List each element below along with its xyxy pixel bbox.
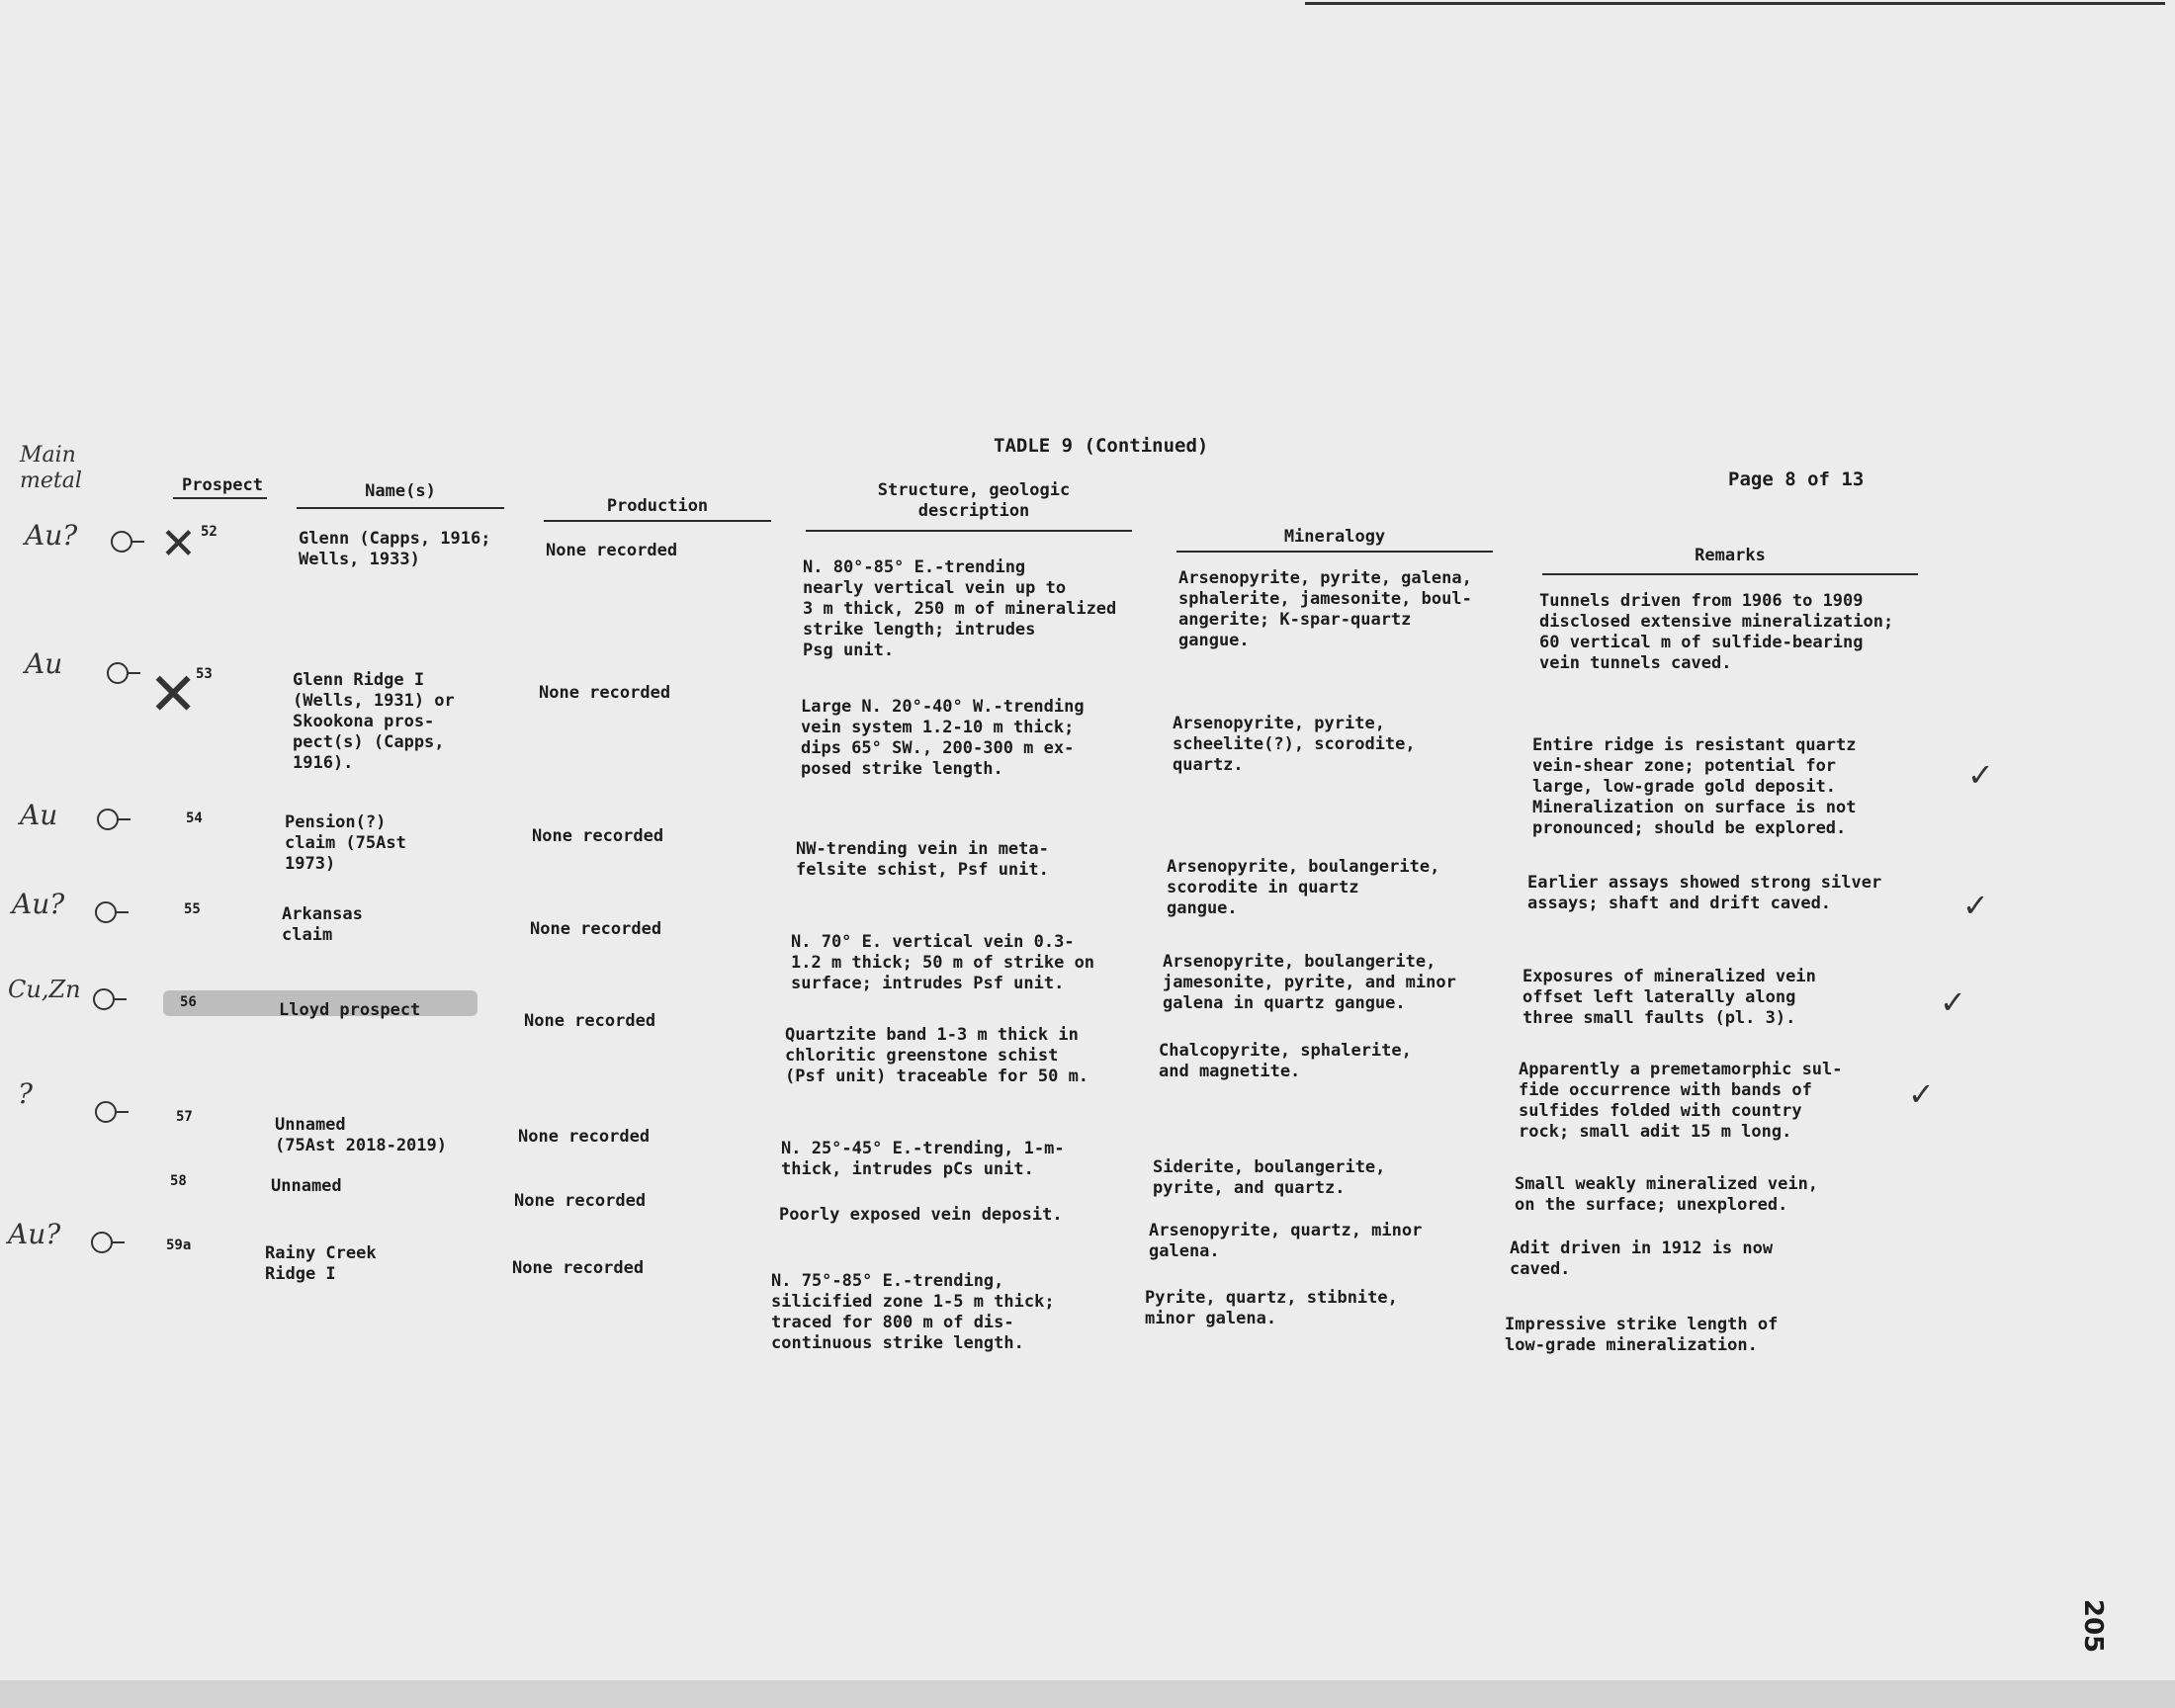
- header-rule-production: [544, 520, 771, 522]
- mineralogy: Arsenopyrite, pyrite, scheelite(?), scorodite, quartz.: [1173, 714, 1416, 775]
- structure-description: Quartzite band 1-3 m thick in chloritic greenstone schist (Psf unit) traceable for 50 m.: [785, 1025, 1089, 1086]
- page-label: Page 8 of 13: [1728, 469, 1865, 490]
- production: None recorded: [518, 1127, 651, 1147]
- header-production: Production: [606, 496, 709, 516]
- prospect-number: 57: [176, 1109, 193, 1125]
- remarks: Entire ridge is resistant quartz vein-shear zone; potential for large, low-grade gold deposit. Mineralization on surface is not pronounced; should be explored.: [1532, 735, 1857, 838]
- prospect-number: 54: [186, 811, 203, 826]
- table-title: TADLE 9 (Continued): [994, 435, 1209, 457]
- mineralogy: Arsenopyrite, boulangerite, scorodite in quartz gangue.: [1167, 857, 1440, 918]
- remarks: Apparently a premetamorphic sul- fide occurrence with bands of sulfides folded with country rock; small adit 15 m long.: [1519, 1060, 1843, 1142]
- remarks: Small weakly mineralized vein, on the surface; unexplored.: [1515, 1174, 1819, 1215]
- production: None recorded: [530, 919, 662, 939]
- metal-annotation: Au: [25, 647, 63, 680]
- prospect-number: 58: [170, 1173, 187, 1189]
- production: None recorded: [514, 1191, 647, 1211]
- prospect-names: Rainy Creek Ridge I: [265, 1243, 377, 1284]
- circle-marker-icon: [107, 662, 129, 684]
- structure-description: N. 75°-85° E.-trending, silicified zone 1-5 m thick; traced for 800 m of dis- continuous strike length.: [771, 1271, 1055, 1353]
- remarks: Earlier assays showed strong silver assays; shaft and drift caved.: [1527, 873, 1882, 913]
- checkmark-icon: ✓: [1967, 756, 1994, 794]
- header-rule-prospect: [173, 497, 267, 499]
- production: None recorded: [539, 683, 671, 703]
- header-mineralogy: Mineralogy: [1283, 527, 1386, 547]
- remarks: Exposures of mineralized vein offset left laterally along three small faults (pl. 3).: [1522, 967, 1816, 1028]
- checkmark-icon: ✓: [1962, 887, 1989, 924]
- circle-marker-icon: [97, 809, 119, 830]
- prospect-names: Glenn Ridge I (Wells, 1931) or Skookona pros- pect(s) (Capps, 1916).: [293, 670, 455, 773]
- mineralogy: Arsenopyrite, quartz, minor galena.: [1149, 1221, 1423, 1261]
- header-prospect: Prospect: [182, 475, 263, 495]
- header-structure: Structure, geologic description: [877, 480, 1071, 521]
- metal-annotation: Au?: [12, 888, 65, 920]
- production: None recorded: [512, 1258, 645, 1278]
- prospect-names: Unnamed (75Ast 2018-2019): [275, 1115, 447, 1155]
- remarks: Tunnels driven from 1906 to 1909 disclosed extensive mineralization; 60 vertical m of sulfide-bearing vein tunnels caved.: [1539, 591, 1894, 673]
- top-border-line: [1305, 2, 2165, 5]
- checkmark-icon: ✓: [1908, 1075, 1935, 1113]
- circle-marker-icon: [93, 988, 115, 1010]
- production: None recorded: [524, 1011, 656, 1031]
- mineralogy: Siderite, boulangerite, pyrite, and quartz.: [1153, 1157, 1386, 1198]
- circle-marker-icon: [91, 1232, 113, 1253]
- mineralogy: Chalcopyrite, sphalerite, and magnetite.: [1159, 1041, 1412, 1081]
- header-rule-structure: [806, 530, 1132, 532]
- production: None recorded: [546, 541, 678, 560]
- prospect-names: Glenn (Capps, 1916; Wells, 1933): [299, 529, 491, 569]
- mineralogy: Arsenopyrite, pyrite, galena, sphalerite, jamesonite, boul- angerite; K-spar-quartz gangue.: [1178, 568, 1472, 650]
- margin-header-annotation: Main metal: [20, 443, 82, 493]
- production: None recorded: [532, 826, 664, 846]
- circle-marker-icon: [95, 1101, 117, 1123]
- scan-border: [0, 1680, 2175, 1708]
- prospect-names: Pension(?) claim (75Ast 1973): [285, 812, 406, 874]
- structure-description: Large N. 20°-40° W.-trending vein system 1.2-10 m thick; dips 65° SW., 200-300 m ex- posed strike length.: [801, 697, 1085, 779]
- prospect-names: Lloyd prospect: [279, 1000, 421, 1020]
- remarks: Impressive strike length of low-grade mineralization.: [1505, 1315, 1779, 1355]
- header-rule-remarks: [1542, 573, 1918, 575]
- prospect-number: 52: [201, 524, 218, 540]
- prospect-number: 59a: [166, 1238, 192, 1253]
- circle-marker-icon: [95, 901, 117, 923]
- prospect-number: 56: [180, 994, 197, 1010]
- metal-annotation: ?: [18, 1077, 34, 1110]
- page-number: 205: [2078, 1598, 2109, 1654]
- structure-description: N. 70° E. vertical vein 0.3- 1.2 m thick; 50 m of strike on surface; intrudes Psf unit.: [791, 932, 1095, 993]
- mineralogy: Pyrite, quartz, stibnite, minor galena.: [1145, 1288, 1398, 1328]
- cross-mark-icon: ✕: [148, 660, 199, 729]
- circle-marker-icon: [111, 531, 132, 553]
- header-names: Name(s): [365, 481, 436, 501]
- header-rule-mineralogy: [1176, 551, 1493, 553]
- header-rule-names: [297, 507, 504, 509]
- prospect-number: 55: [184, 901, 201, 917]
- metal-annotation: Cu,Zn: [8, 976, 81, 1003]
- metal-annotation: Au?: [25, 519, 78, 552]
- checkmark-icon: ✓: [1940, 983, 1966, 1021]
- prospect-names: Unnamed: [271, 1176, 342, 1196]
- cross-mark-icon: ✕: [160, 519, 197, 569]
- remarks: Adit driven in 1912 is now caved.: [1510, 1238, 1774, 1279]
- metal-annotation: Au: [20, 799, 58, 831]
- structure-description: Poorly exposed vein deposit.: [779, 1205, 1063, 1225]
- structure-description: NW-trending vein in meta- felsite schist, Psf unit.: [796, 839, 1049, 880]
- prospect-names: Arkansas claim: [282, 904, 363, 945]
- prospect-number: 53: [196, 666, 213, 682]
- structure-description: N. 80°-85° E.-trending nearly vertical vein up to 3 m thick, 250 m of mineralized strike length; intrudes Psg unit.: [803, 557, 1117, 660]
- structure-description: N. 25°-45° E.-trending, 1-m- thick, intrudes pCs unit.: [781, 1139, 1065, 1179]
- mineralogy: Arsenopyrite, boulangerite, jamesonite, pyrite, and minor galena in quartz gangue.: [1163, 952, 1456, 1013]
- metal-annotation: Au?: [8, 1218, 61, 1250]
- header-remarks: Remarks: [1695, 546, 1766, 565]
